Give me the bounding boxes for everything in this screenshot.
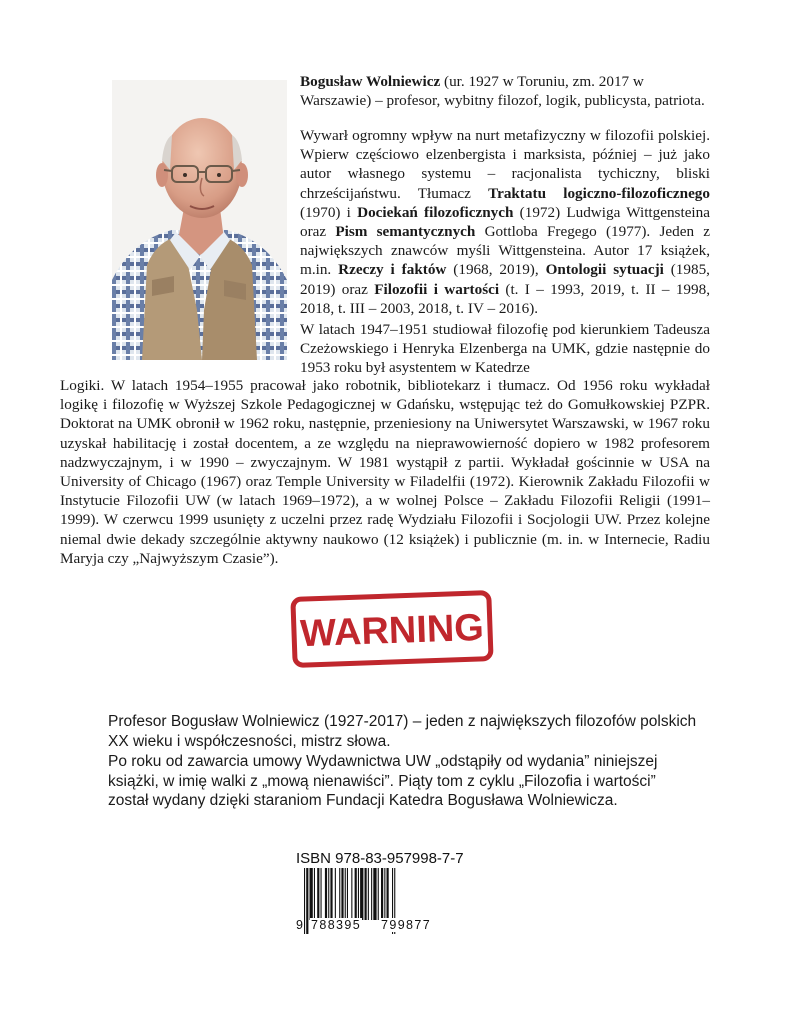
- barcode-bar: [365, 868, 367, 920]
- bio-paragraph-1: Bogusław Wolniewicz (ur. 1927 w Toruniu, zm. 2017 w Warszawie) – profesor, wybitny filozof, logik, publicysta, patriota.: [300, 73, 705, 110]
- barcode-bar: [341, 868, 343, 920]
- barcode-bar: [387, 868, 389, 920]
- barcode-digit-lead: 9: [296, 918, 303, 932]
- barcode-bar: [328, 868, 329, 920]
- barcode-bar: [358, 868, 359, 920]
- barcode-bar: [347, 868, 348, 920]
- barcode-bar: [317, 868, 319, 920]
- barcode-bar: [321, 868, 322, 920]
- barcode-bar: [384, 868, 385, 920]
- barcode-digits: [296, 918, 456, 934]
- barcode-bar: [330, 868, 332, 920]
- barcode-bar: [345, 868, 346, 920]
- barcode-bar: [310, 868, 313, 920]
- barcode-bar: [339, 868, 340, 920]
- barcode-bar: [351, 868, 352, 920]
- barcode-digits-right: 799877: [381, 918, 432, 932]
- barcode-bar: [325, 868, 327, 920]
- isbn-label: ISBN 978-83-957998-7-7: [296, 850, 464, 867]
- bio-paragraph-3-bottom: Logiki. W latach 1954–1955 pracował jako robotnik, bibliotekarz i tłumacz. Od 1956 roku wykładał logikę i filozofię w Wyższej Szkole Pedagogicznej w Gdańsku, wstępując też do Gomułkowskiej PZPR. Doktorat na UMK obronił w 1962 roku, następnie, przeniesiony na Uniwersytet Warszawski, w 1967 roku uzyskał habilitację i został docentem, a ze względu na nieprawowierność dopiero w 1982 profesorem nadzwyczajnym, i w 1990 – zwyczajnym. W 1981 wystąpił z partii. Wykładał gościnnie w USA na University of Chicago (1967) oraz Temple University w Filadelfii (1972). Kierownik Zakładu Filozofii w Instytucie Filozofii UW (w latach 1969–1972), a w wolnej Polsce – Zakładu Filozofii Religii (1991–1999). W czerwcu 1999 usunięty z uczelni przez radę Wydziału Filozofii i Socjologii UW. Przez kolejne niemal dwie dekady szczególnie aktywny naukowo (12 książek) i publicznie (m. in. w Internecie, Radiu Maryja czy „Najwyższym Czasie”).: [60, 377, 710, 567]
- publication-note: Po roku od zawarcia umowy Wydawnictwa UW „odstąpiły od wydania” niniejszej książki, w imię walki z „mową nienawiści”. Piąty tom z cyklu „Filozofia i wartości” został wydany dzięki staraniom Fundacji Katedra Bogusława Wolniewicza.: [108, 753, 658, 809]
- barcode-bar: [381, 868, 383, 920]
- barcode-bar: [314, 868, 315, 920]
- summary-note: Profesor Bogusław Wolniewicz (1927-2017) – jeden z największych filozofów polskich XX wieku i współczesności, mistrz słowa.: [108, 713, 697, 750]
- author-photo: [112, 80, 287, 360]
- barcode-bar: [360, 868, 363, 920]
- barcode-bar: [355, 868, 357, 920]
- barcode-digits-left: 788395: [311, 918, 362, 932]
- bio-paragraph-3-top: W latach 1947–1951 studiował filozofię pod kierunkiem Tadeusza Czeżowskiego i Henryka Elzenberga na UMK, gdzie następnie do 1953 roku był asystentem w Katedrze: [300, 321, 710, 377]
- barcode-bar: [378, 868, 379, 920]
- warning-stamp: [290, 590, 494, 670]
- bio-paragraph-2: Wywarł ogromny wpływ na nurt metafizyczny w filozofii polskiej. Wpierw częściowo elzenbergista i marksista, później – już jako autor własnego systemu – racjonalista tychiczny, bliski chrześcijaństwu. Tłumacz Traktatu logiczno-filozoficznego (1970) i Dociekań filozoficznych (1972) Ludwiga Wittgensteina oraz Pism semantycznych Gottloba Fregego (1977). Jeden z największych znawców myśli Wittgensteina. Autor 17 książek, m.in. Rzeczy i faktów (1968, 2019), Ontologii sytuacji (1985, 2019) oraz Filozofii i wartości (t. I – 1993, 2019, t. II – 1998, 2018, t. III – 2003, 2018, t. IV – 2016).: [300, 127, 710, 317]
- barcode-bar: [368, 868, 369, 920]
- barcode-bar: [373, 868, 376, 920]
- barcode-bar: [335, 868, 336, 920]
- warning-stamp-text: WARNING: [299, 606, 485, 656]
- barcode-bar: [371, 868, 372, 920]
